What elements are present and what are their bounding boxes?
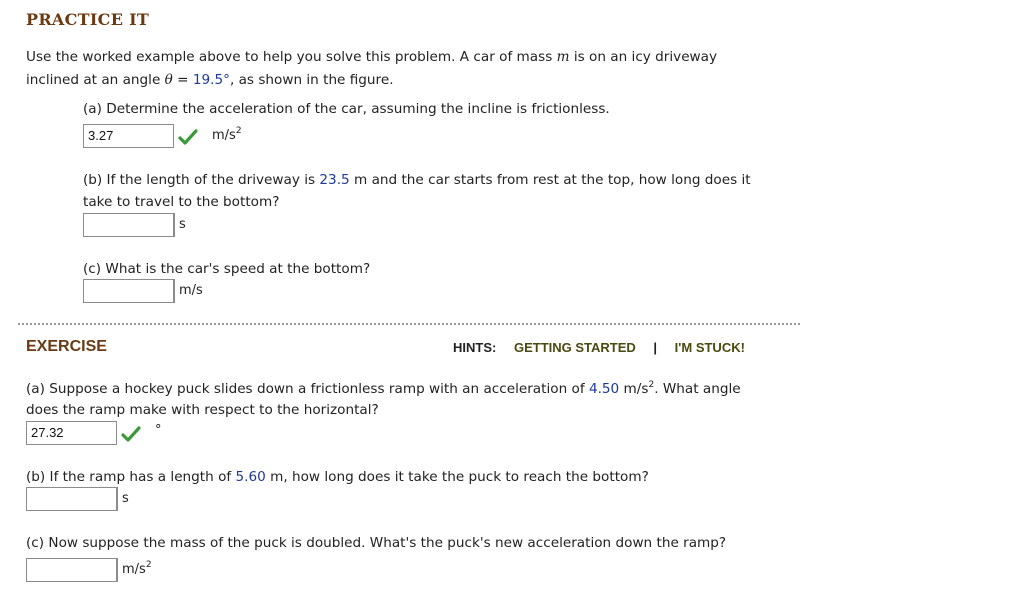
- intro-text-b: is on an icy driveway: [569, 49, 718, 65]
- exercise-b-text-a: (b) If the ramp has a length of: [26, 469, 236, 485]
- mass-variable: m: [556, 49, 570, 65]
- question-b-text-a: (b) If the length of the driveway is: [83, 172, 320, 188]
- exercise-answer-b-input[interactable]: [26, 487, 117, 511]
- exercise-answer-a-input[interactable]: 27.32: [26, 421, 117, 445]
- unit-base: m/s: [122, 562, 146, 577]
- exercise-title: EXERCISE: [26, 338, 107, 355]
- equals-sign: =: [172, 72, 193, 88]
- practice-unit-a: [212, 124, 242, 148]
- practice-question-b: [83, 169, 751, 191]
- exercise-question-a-line2: does the ramp make with respect to the horizontal?: [26, 402, 379, 418]
- practice-answer-c-input[interactable]: [83, 279, 174, 303]
- practice-intro-line2: [26, 69, 394, 91]
- hints-label: HINTS:: [453, 340, 497, 355]
- practice-question-a: (a) Determine the acceleration of the car, assuming the incline is frictionless.: [83, 101, 610, 117]
- practice-answer-a-input[interactable]: 3.27: [83, 124, 174, 148]
- exercise-a-unit-base: m/s: [619, 381, 649, 397]
- check-icon: [121, 426, 141, 442]
- intro-text-c: inclined at an angle: [26, 72, 165, 88]
- hint-separator: |: [653, 340, 658, 355]
- practice-title: PRACTICE IT: [26, 10, 150, 29]
- angle-value: 19.5°: [192, 72, 230, 88]
- section-divider: [18, 323, 800, 325]
- exercise-question-a: [26, 378, 741, 400]
- practice-answer-b-input[interactable]: [83, 213, 174, 237]
- driveway-length: 23.5: [319, 172, 350, 188]
- exercise-question-c: (c) Now suppose the mass of the puck is doubled. What's the puck's new acceleration down the ramp?: [26, 535, 727, 551]
- intro-text-d: , as shown in the figure.: [229, 72, 394, 88]
- exercise-unit-a: °: [155, 423, 162, 438]
- theta-variable: θ: [164, 72, 173, 88]
- unit-base: m/s: [212, 128, 236, 143]
- exercise-unit-c: [117, 558, 152, 582]
- hint-im-stuck-link[interactable]: I'M STUCK!: [674, 340, 745, 355]
- unit-exponent: 2: [145, 560, 152, 570]
- exercise-unit-b: s: [117, 487, 129, 511]
- practice-unit-c: m/s: [174, 279, 203, 303]
- hint-getting-started-link[interactable]: GETTING STARTED: [513, 340, 636, 355]
- question-b-text-b: m and the car starts from rest at the top, how long does it: [349, 172, 751, 188]
- practice-question-b-line2: take to travel to the bottom?: [83, 194, 280, 210]
- practice-unit-b: s: [174, 213, 186, 237]
- unit-exponent: 2: [235, 126, 242, 136]
- exercise-a-text-a: (a) Suppose a hockey puck slides down a frictionless ramp with an acceleration of: [26, 381, 589, 397]
- exercise-question-b: [26, 466, 649, 488]
- ramp-length: 5.60: [235, 469, 266, 485]
- exercise-a-unit-exp: 2: [648, 380, 655, 390]
- practice-question-c: (c) What is the car's speed at the bottom?: [83, 261, 371, 277]
- intro-text-a: Use the worked example above to help you solve this problem. A car of mass: [26, 49, 557, 65]
- hints-bar: [453, 340, 745, 355]
- exercise-b-text-b: m, how long does it take the puck to reach the bottom?: [265, 469, 649, 485]
- check-icon: [178, 129, 198, 145]
- puck-acceleration: 4.50: [588, 381, 620, 397]
- exercise-answer-c-input[interactable]: [26, 558, 117, 582]
- practice-intro-line1: [26, 46, 717, 68]
- exercise-a-text-b: . What angle: [654, 381, 741, 397]
